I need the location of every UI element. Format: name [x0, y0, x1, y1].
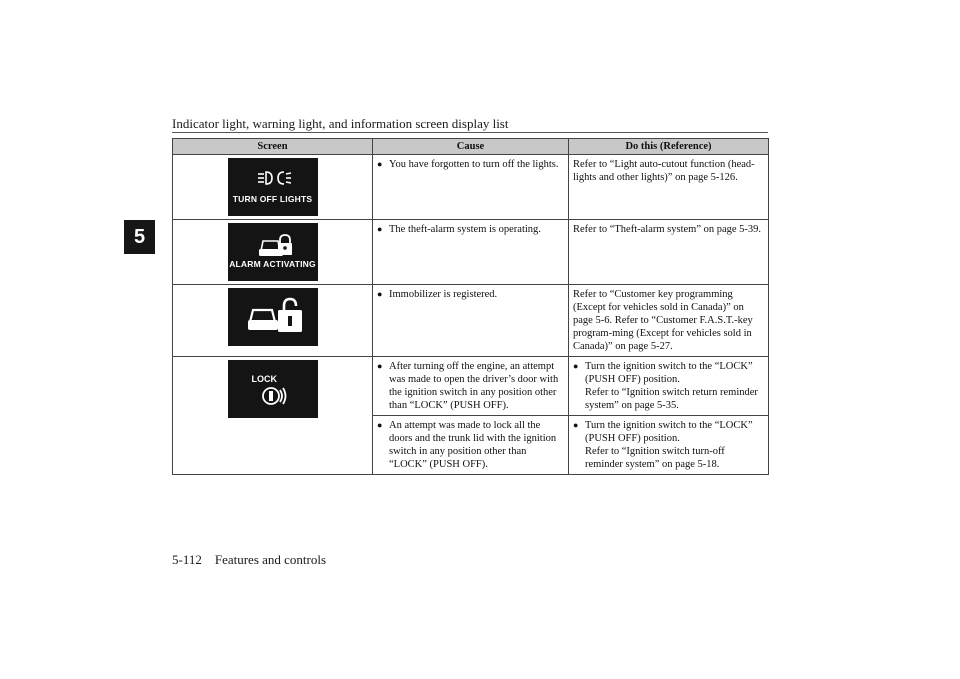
action-text: Refer to “Theft-alarm system” on page 5-39.: [573, 224, 762, 235]
action-text: Turn the ignition switch to the “LOCK” (PUSH OFF) position.: [585, 420, 753, 444]
cause-text: The theft-alarm system is operating.: [389, 224, 541, 235]
action-text: Refer to “Customer key programming (Except for vehicles sold in Canada)” on page 5-6. Refer to “Customer F.A.S.T.-key program-ming (Except for vehicles sold in Canada)” on page 5-27.: [573, 289, 753, 352]
cause-cell: [373, 416, 569, 475]
action-text: Refer to “Ignition switch return reminder system” on page 5-35.: [585, 387, 758, 411]
car-lock-icon: [228, 223, 318, 281]
cause-text: An attempt was made to lock all the doors and the trunk lid with the ignition switch in any position other than “LOCK” (PUSH OFF).: [389, 420, 557, 470]
chapter-tab: 5: [124, 220, 155, 254]
cause-cell: [373, 220, 569, 285]
screen-cell: [173, 357, 373, 475]
bullet-icon: ●: [377, 420, 383, 430]
ignition-lock-icon: [228, 360, 318, 418]
action-text: Turn the ignition switch to the “LOCK” (PUSH OFF) position.: [585, 361, 753, 385]
screen-cell: [173, 155, 373, 220]
bullet-icon: ●: [377, 361, 383, 371]
immobilizer-display: [228, 288, 318, 346]
action-text: Refer to “Light auto-cutout function (head-lights and other lights)” on page 5-126.: [573, 159, 755, 183]
cause-text: After turning off the engine, an attempt was made to open the driver’s door with the ignition switch in any position other than “LOCK” (PUSH OFF).: [389, 361, 559, 411]
screen-caption: TURN OFF LIGHTS: [232, 194, 313, 204]
column-header-action: Do this (Reference): [569, 139, 769, 155]
action-cell: [569, 416, 769, 475]
action-cell: [569, 357, 769, 416]
column-header-screen: Screen: [173, 139, 373, 155]
alarm-activating-display: [228, 223, 318, 281]
page-footer: 5-112 Features and controls: [172, 552, 327, 567]
headlight-warning-icon: [228, 158, 318, 216]
column-header-cause: Cause: [373, 139, 569, 155]
action-cell: [569, 285, 769, 357]
action-cell: [569, 220, 769, 285]
screen-caption: LOCK: [251, 374, 277, 384]
table-row: [173, 220, 769, 285]
cause-cell: [373, 155, 569, 220]
cause-cell: [373, 285, 569, 357]
bullet-icon: ●: [573, 361, 579, 371]
lock-display: [228, 360, 318, 418]
screen-caption: ALARM ACTIVATING: [229, 259, 316, 269]
bullet-icon: ●: [377, 159, 383, 169]
bullet-icon: ●: [377, 289, 383, 299]
bullet-icon: ●: [573, 420, 579, 430]
table-row: [173, 155, 769, 220]
table-row: [173, 357, 769, 416]
indicator-table: [172, 138, 769, 475]
turn-off-lights-display: [228, 158, 318, 216]
page-header-title: Indicator light, warning light, and information screen display list: [172, 116, 509, 131]
table-row: [173, 285, 769, 357]
table-header-row: [173, 139, 769, 155]
bullet-icon: ●: [377, 224, 383, 234]
action-text: Refer to “Ignition switch turn-off reminder system” on page 5-18.: [585, 446, 725, 470]
header-rule: [172, 132, 768, 133]
cause-text: You have forgotten to turn off the lights.: [389, 159, 559, 170]
immobilizer-icon: [228, 288, 318, 346]
cause-text: Immobilizer is registered.: [389, 289, 498, 300]
cause-cell: [373, 357, 569, 416]
action-cell: [569, 155, 769, 220]
screen-cell: [173, 220, 373, 285]
screen-cell: [173, 285, 373, 357]
